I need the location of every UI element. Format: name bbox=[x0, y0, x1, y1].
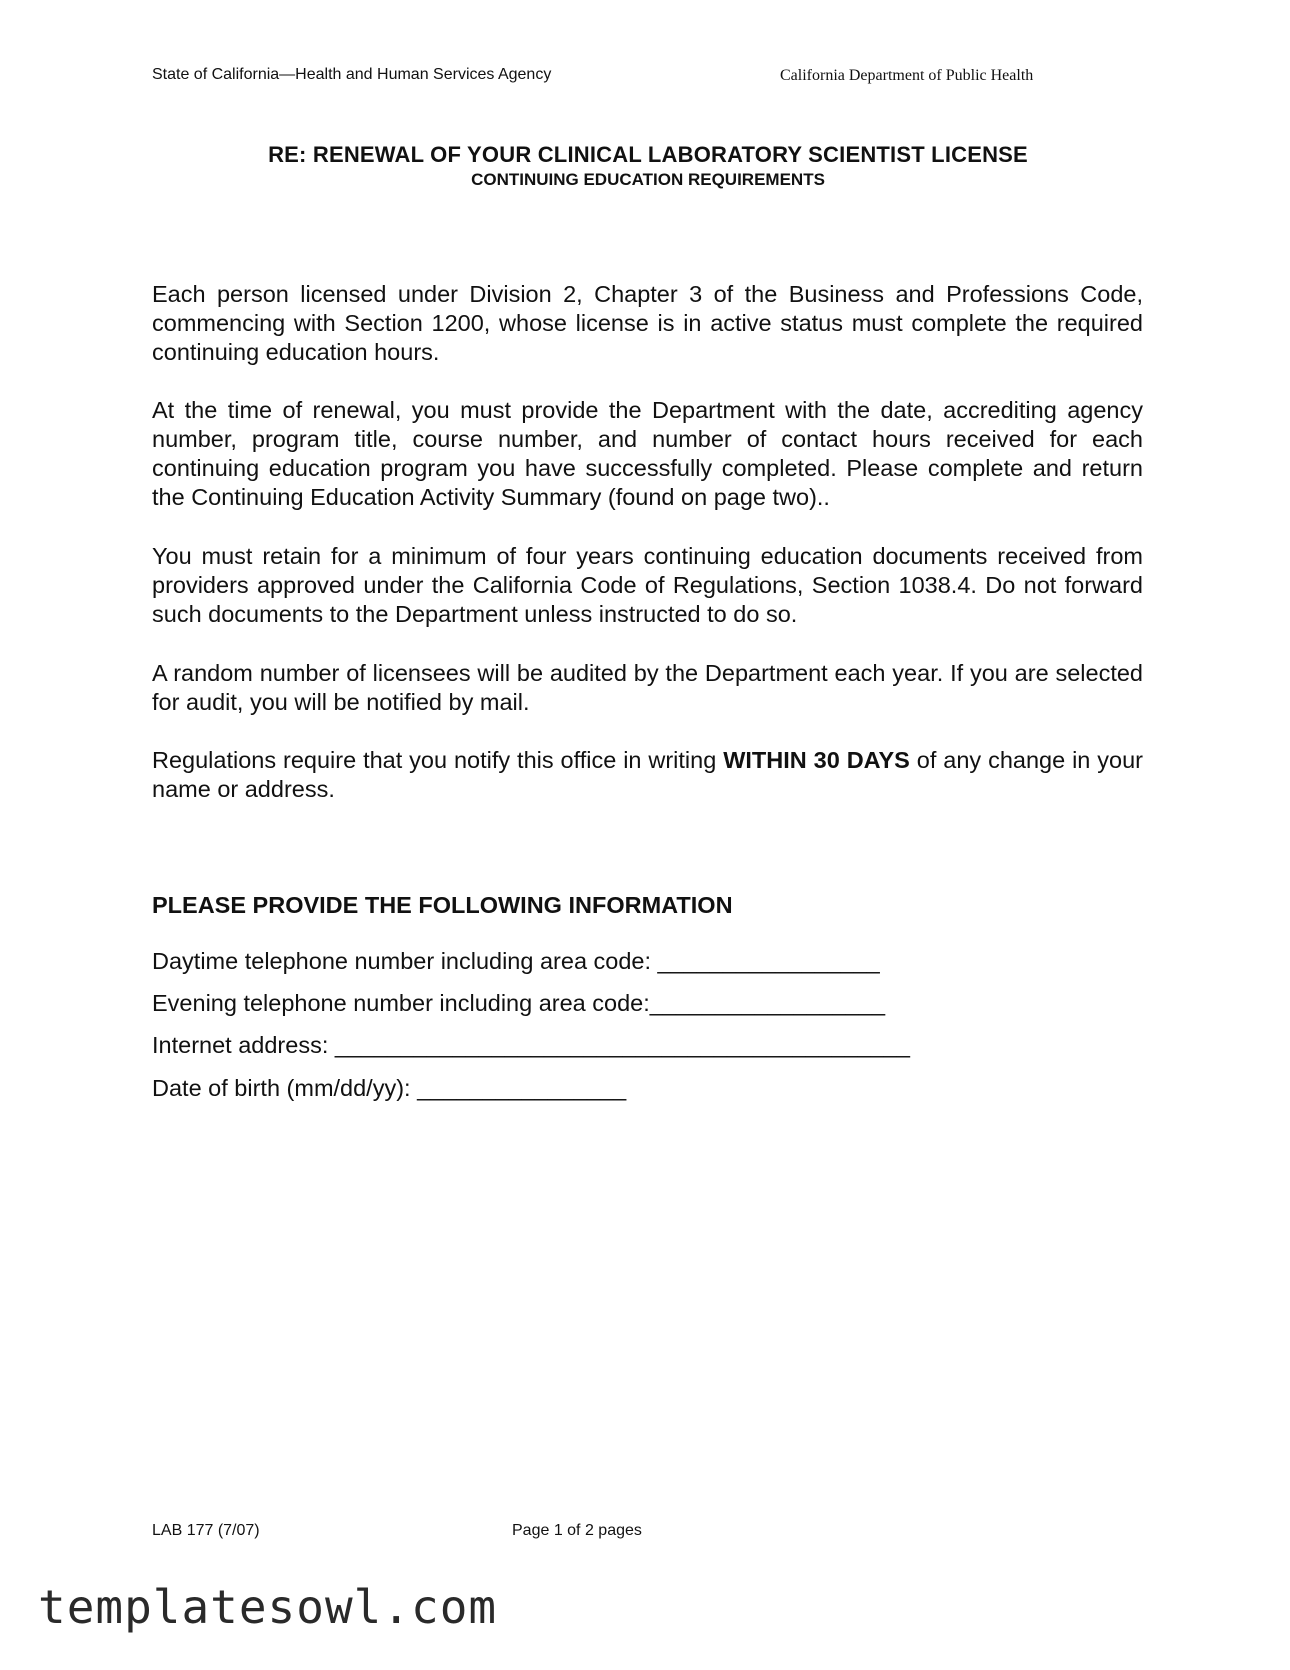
daytime-phone-field[interactable]: Daytime telephone number including area code: _________________ bbox=[152, 948, 880, 974]
internet-address-field[interactable]: Internet address: ____________________________________________ bbox=[152, 1032, 910, 1058]
watermark: templatesowl.com bbox=[38, 1580, 498, 1634]
form-id: LAB 177 (7/07) bbox=[152, 1522, 260, 1539]
header-agency: State of California—Health and Human Services Agency bbox=[152, 66, 552, 83]
paragraph-audit: A random number of licensees will be audited by the Department each year. If you are selected for audit, you will be notified by mail. bbox=[152, 660, 1143, 715]
notice-text-before: Regulations require that you notify this office in writing bbox=[152, 747, 724, 773]
section-heading: PLEASE PROVIDE THE FOLLOWING INFORMATION bbox=[152, 892, 733, 918]
header-department: California Department of Public Health bbox=[780, 67, 1034, 84]
paragraph-renewal-info: At the time of renewal, you must provide the Department with the date, accrediting agency number, program title, course number, and number of contact hours received for each continuing education program you have successfully completed. Please complete and return the Continuing Education Activity Summary (found on page two).. bbox=[152, 397, 1143, 510]
document-subtitle: CONTINUING EDUCATION REQUIREMENTS bbox=[471, 170, 825, 189]
page-number: Page 1 of 2 pages bbox=[512, 1522, 642, 1539]
paragraph-retain-documents: You must retain for a minimum of four years continuing education documents received from providers approved under the California Code of Regulations, Section 1038.4. Do not forward such documents to the Department unless instructed to do so. bbox=[152, 543, 1143, 627]
evening-phone-field[interactable]: Evening telephone number including area code:__________________ bbox=[152, 990, 886, 1016]
notice-text-after: of any change in your name or address. bbox=[152, 747, 1143, 802]
paragraph-notify-change bbox=[152, 746, 1143, 804]
notice-emphasis: WITHIN 30 DAYS bbox=[723, 747, 910, 773]
date-of-birth-field[interactable]: Date of birth (mm/dd/yy): ________________ bbox=[152, 1075, 627, 1101]
document-title: RE: RENEWAL OF YOUR CLINICAL LABORATORY SCIENTIST LICENSE bbox=[268, 142, 1028, 167]
paragraph-license-requirement: Each person licensed under Division 2, Chapter 3 of the Business and Professions Code, commencing with Section 1200, whose license is in active status must complete the required continuing education hours. bbox=[152, 281, 1143, 365]
